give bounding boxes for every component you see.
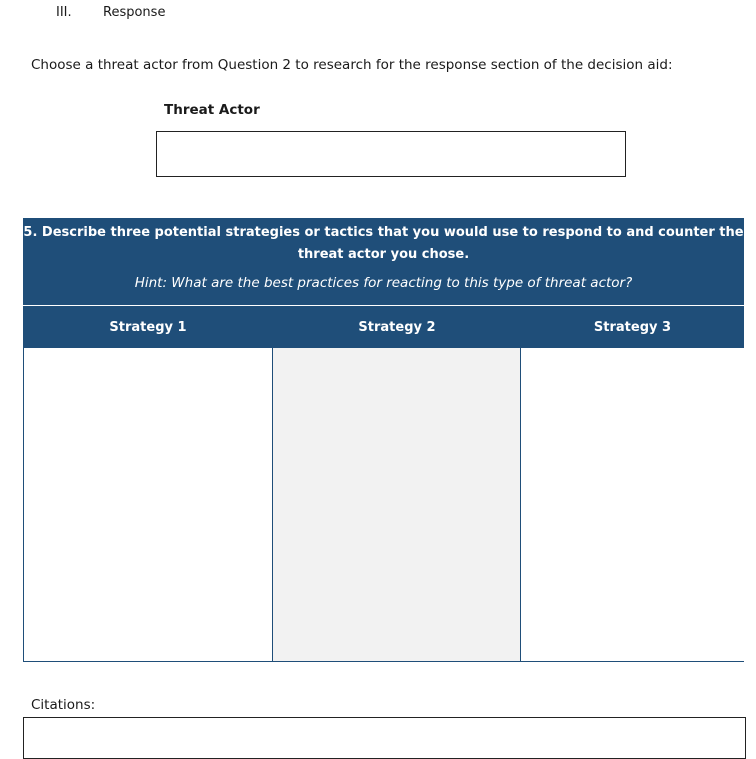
citations-field[interactable]	[23, 717, 746, 759]
strategy-2-header: Strategy 2	[273, 307, 521, 348]
strategy-1-header: Strategy 1	[24, 307, 272, 348]
section-number: III.	[56, 5, 72, 20]
question-header	[23, 218, 744, 305]
section-heading	[56, 5, 165, 20]
strategy-3-field[interactable]	[521, 348, 744, 661]
strategy-2-field[interactable]	[273, 348, 521, 661]
threat-actor-field[interactable]	[156, 131, 626, 177]
question-text: 5. Describe three potential strategies or tactics that you would use to respond to and counter the threat actor you chose.	[23, 225, 744, 262]
citations-label: Citations:	[31, 697, 96, 713]
section-title: Response	[103, 5, 166, 20]
threat-actor-label: Threat Actor	[164, 102, 260, 118]
strategy-column-2	[272, 307, 521, 661]
strategy-column-3	[520, 307, 744, 661]
instruction-text: Choose a threat actor from Question 2 to research for the response section of the decision aid:	[31, 57, 673, 73]
strategy-column-1	[24, 307, 272, 661]
strategy-1-field[interactable]	[24, 348, 272, 661]
strategy-table	[23, 306, 744, 662]
question-hint: Hint: What are the best practices for reacting to this type of threat actor?	[134, 275, 633, 291]
strategy-3-header: Strategy 3	[521, 307, 744, 348]
